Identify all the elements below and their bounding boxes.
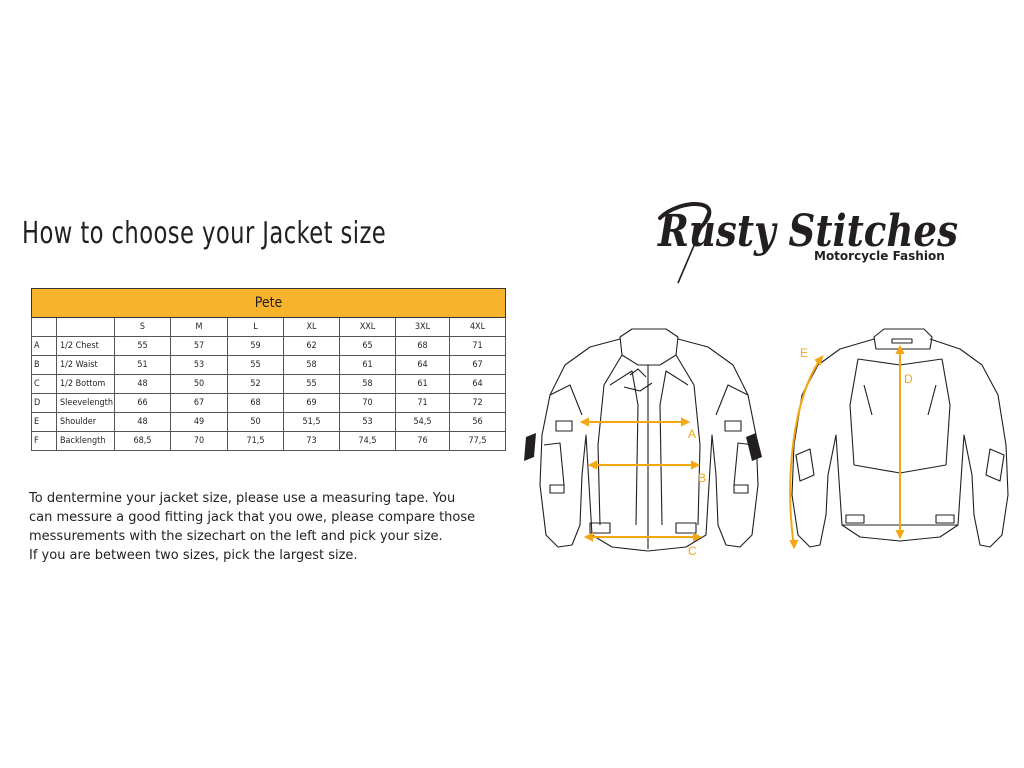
table-cell: 53 xyxy=(340,413,396,432)
size-header-cell: XXL xyxy=(340,318,396,337)
row-measurement-name: Sleevelength xyxy=(57,394,115,413)
row-letter: E xyxy=(32,413,57,432)
table-cell: 56 xyxy=(450,413,506,432)
row-measurement-name: 1/2 Waist xyxy=(57,356,115,375)
table-cell: 71 xyxy=(396,394,450,413)
table-cell: 68 xyxy=(396,337,450,356)
table-cell: 49 xyxy=(171,413,228,432)
measure-label-b: B xyxy=(698,471,707,485)
size-header-cell: 3XL xyxy=(396,318,450,337)
row-letter: B xyxy=(32,356,57,375)
table-cell: 71 xyxy=(450,337,506,356)
table-cell: 61 xyxy=(340,356,396,375)
row-letter: C xyxy=(32,375,57,394)
table-cell: 74,5 xyxy=(340,432,396,451)
table-cell: 70 xyxy=(171,432,228,451)
measure-label-e: E xyxy=(800,346,809,360)
table-cell: 65 xyxy=(340,337,396,356)
table-cell: 51 xyxy=(115,356,171,375)
table-cell: 55 xyxy=(284,375,340,394)
instructions-line: messurements with the sizechart on the left and pick your size. xyxy=(29,529,443,544)
table-cell: 68,5 xyxy=(115,432,171,451)
table-cell: 57 xyxy=(171,337,228,356)
table-row xyxy=(32,337,506,356)
table-cell: 61 xyxy=(396,375,450,394)
table-cell: 70 xyxy=(340,394,396,413)
row-measurement-name: Backlength xyxy=(57,432,115,451)
instructions-line: can messure a good fitting jack that you owe, please compare those xyxy=(29,510,476,525)
table-cell: 58 xyxy=(340,375,396,394)
table-cell: 55 xyxy=(115,337,171,356)
table-row xyxy=(32,356,506,375)
table-cell: 50 xyxy=(228,413,284,432)
size-header-cell: 4XL xyxy=(450,318,506,337)
table-cell: 62 xyxy=(284,337,340,356)
table-cell: 67 xyxy=(450,356,506,375)
table-cell: 72 xyxy=(450,394,506,413)
measure-label-d: D xyxy=(904,372,913,386)
jacket-front-diagram xyxy=(520,325,775,565)
table-cell: 68 xyxy=(228,394,284,413)
table-cell: 55 xyxy=(228,356,284,375)
table-row xyxy=(32,432,506,451)
table-cell: 66 xyxy=(115,394,171,413)
table-row xyxy=(32,394,506,413)
size-chart-table xyxy=(31,288,506,451)
instructions-text xyxy=(29,489,509,565)
logo-tagline-text: Motorcycle Fashion xyxy=(814,249,945,263)
size-chart-model: Pete xyxy=(32,289,506,318)
row-measurement-name: 1/2 Bottom xyxy=(57,375,115,394)
table-cell: 48 xyxy=(115,413,171,432)
table-cell: 54,5 xyxy=(396,413,450,432)
table-cell: 52 xyxy=(228,375,284,394)
table-cell: 59 xyxy=(228,337,284,356)
table-cell: 58 xyxy=(284,356,340,375)
table-cell: 73 xyxy=(284,432,340,451)
table-cell: 76 xyxy=(396,432,450,451)
measure-label-c: C xyxy=(688,544,697,558)
instructions-line: If you are between two sizes, pick the largest size. xyxy=(29,548,358,563)
instructions-line: To dentermine your jacket size, please use a measuring tape. You xyxy=(29,491,456,506)
header-blank-cell xyxy=(57,318,115,337)
table-cell: 67 xyxy=(171,394,228,413)
brand-logo xyxy=(640,188,970,298)
table-cell: 48 xyxy=(115,375,171,394)
row-letter: A xyxy=(32,337,57,356)
table-cell: 51,5 xyxy=(284,413,340,432)
table-cell: 69 xyxy=(284,394,340,413)
header-blank-cell xyxy=(32,318,57,337)
jacket-back-diagram xyxy=(780,325,1020,565)
table-row xyxy=(32,375,506,394)
size-header-cell: M xyxy=(171,318,228,337)
table-cell: 50 xyxy=(171,375,228,394)
table-cell: 64 xyxy=(396,356,450,375)
logo-brand-text: Rusty Stitches xyxy=(656,206,958,257)
table-cell: 77,5 xyxy=(450,432,506,451)
size-chart-body xyxy=(32,318,506,451)
size-header-cell: S xyxy=(115,318,171,337)
measure-label-a: A xyxy=(688,427,697,441)
table-cell: 64 xyxy=(450,375,506,394)
size-header-cell: XL xyxy=(284,318,340,337)
row-measurement-name: Shoulder xyxy=(57,413,115,432)
row-letter: F xyxy=(32,432,57,451)
size-header-cell: L xyxy=(228,318,284,337)
table-cell: 53 xyxy=(171,356,228,375)
table-cell: 71,5 xyxy=(228,432,284,451)
size-header-row xyxy=(32,318,506,337)
page-title: How to choose your Jacket size xyxy=(22,216,387,251)
row-measurement-name: 1/2 Chest xyxy=(57,337,115,356)
row-letter: D xyxy=(32,394,57,413)
table-row xyxy=(32,413,506,432)
